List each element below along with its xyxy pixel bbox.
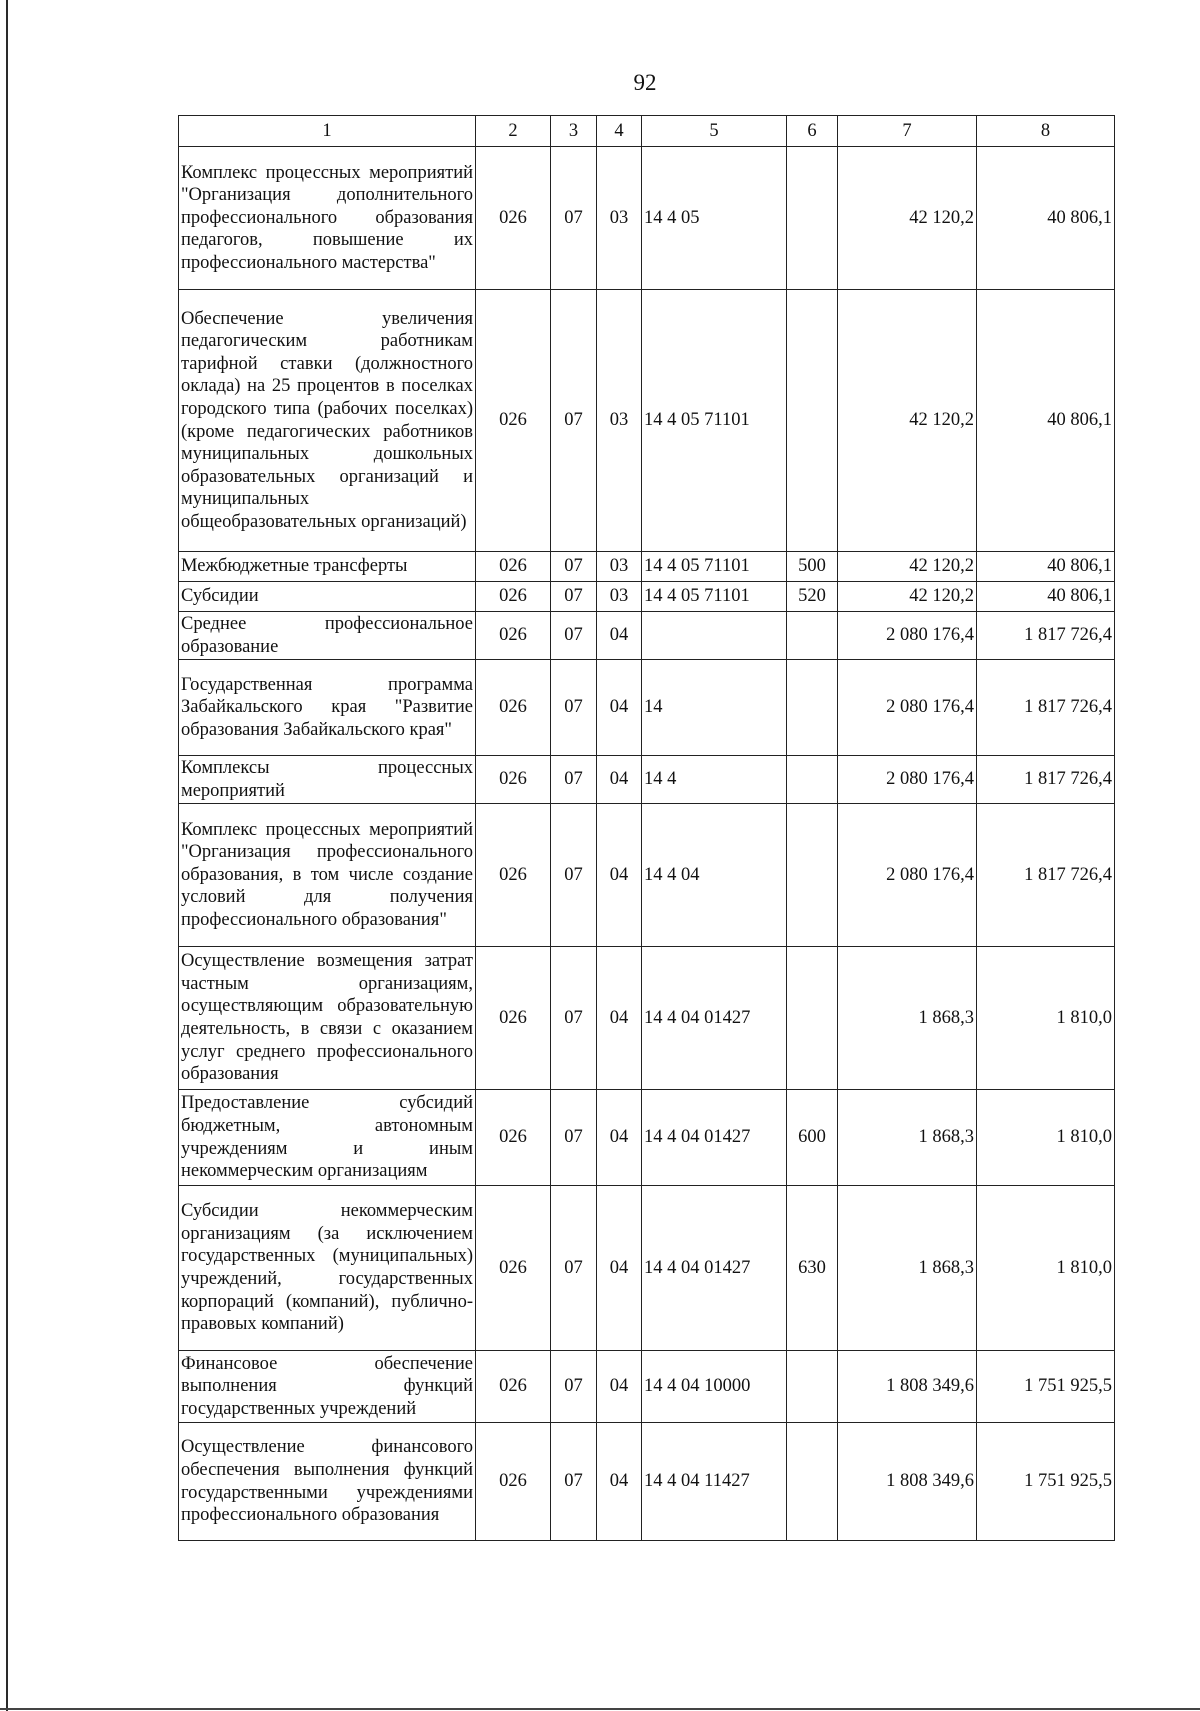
- row-section: 07: [551, 660, 597, 756]
- row-expense-type: [787, 1351, 838, 1423]
- row-admin-code: 026: [476, 1186, 551, 1351]
- row-subsection: 04: [597, 947, 642, 1090]
- table-row: [179, 290, 1115, 552]
- row-name: Межбюджетные трансферты: [179, 552, 476, 582]
- row-subsection: 04: [597, 1090, 642, 1186]
- table-row: [179, 612, 1115, 660]
- row-admin-code: 026: [476, 552, 551, 582]
- header-cell-5: 5: [642, 116, 787, 147]
- row-name: Осуществление возмещения затрат частным организациям, осуществляющим образовательную деятельность, в связи с оказанием услуг среднего профессионального образования: [179, 947, 476, 1090]
- row-target-article: 14 4 05 71101: [642, 552, 787, 582]
- row-name: Финансовое обеспечение выполнения функций государственных учреждений: [179, 1351, 476, 1423]
- row-target-article: 14 4 05: [642, 147, 787, 290]
- row-target-article: 14 4 04 01427: [642, 1090, 787, 1186]
- row-amount-col8: 1 817 726,4: [977, 612, 1115, 660]
- row-target-article: 14 4 04 11427: [642, 1423, 787, 1541]
- row-section: 07: [551, 947, 597, 1090]
- header-cell-8: 8: [977, 116, 1115, 147]
- row-admin-code: 026: [476, 290, 551, 552]
- row-admin-code: 026: [476, 804, 551, 947]
- row-expense-type: [787, 947, 838, 1090]
- row-section: 07: [551, 1090, 597, 1186]
- row-name: Субсидии: [179, 582, 476, 612]
- row-expense-type: [787, 756, 838, 804]
- row-section: 07: [551, 1423, 597, 1541]
- row-target-article: 14 4 04 01427: [642, 947, 787, 1090]
- row-amount-col8: 1 810,0: [977, 1186, 1115, 1351]
- row-amount-col8: 40 806,1: [977, 552, 1115, 582]
- table-row: [179, 804, 1115, 947]
- row-name: Среднее профессиональное образование: [179, 612, 476, 660]
- header-cell-2: 2: [476, 116, 551, 147]
- page-number: 92: [633, 70, 657, 95]
- row-amount-col8: 1 810,0: [977, 1090, 1115, 1186]
- row-admin-code: 026: [476, 147, 551, 290]
- row-admin-code: 026: [476, 756, 551, 804]
- row-section: 07: [551, 582, 597, 612]
- row-expense-type: [787, 612, 838, 660]
- row-admin-code: 026: [476, 947, 551, 1090]
- row-amount-col7: 1 868,3: [838, 947, 977, 1090]
- row-expense-type: [787, 1423, 838, 1541]
- row-subsection: 03: [597, 290, 642, 552]
- header-cell-7: 7: [838, 116, 977, 147]
- row-section: 07: [551, 290, 597, 552]
- row-amount-col7: 42 120,2: [838, 582, 977, 612]
- row-amount-col7: 2 080 176,4: [838, 756, 977, 804]
- row-amount-col8: 1 817 726,4: [977, 756, 1115, 804]
- row-target-article: [642, 612, 787, 660]
- row-amount-col7: 1 808 349,6: [838, 1423, 977, 1541]
- table-row: [179, 1090, 1115, 1186]
- row-name: Осуществление финансового обеспечения выполнения функций государственными учреждениями профессионального образования: [179, 1423, 476, 1541]
- table-row: [179, 660, 1115, 756]
- row-amount-col8: 1 817 726,4: [977, 660, 1115, 756]
- row-admin-code: 026: [476, 1423, 551, 1541]
- header-cell-3: 3: [551, 116, 597, 147]
- row-section: 07: [551, 147, 597, 290]
- row-amount-col7: 1 868,3: [838, 1186, 977, 1351]
- row-admin-code: 026: [476, 1351, 551, 1423]
- row-name: Комплекс процессных мероприятий "Организация профессионального образования, в том числе создание условий для получения профессионального образования": [179, 804, 476, 947]
- row-amount-col7: 42 120,2: [838, 552, 977, 582]
- row-amount-col8: 1 817 726,4: [977, 804, 1115, 947]
- row-name: Обеспечение увеличения педагогическим работникам тарифной ставки (должностного оклада) на 25 процентов в поселках городского типа (рабочих поселках) (кроме педагогических работников муниципальных дошкольных образовательных организаций и муниципальных общеобразовательных организаций): [179, 290, 476, 552]
- row-subsection: 04: [597, 804, 642, 947]
- budget-table: [178, 115, 1115, 1541]
- row-admin-code: 026: [476, 660, 551, 756]
- row-subsection: 03: [597, 147, 642, 290]
- row-expense-type: 500: [787, 552, 838, 582]
- table-row: [179, 147, 1115, 290]
- row-subsection: 04: [597, 1186, 642, 1351]
- row-amount-col8: 40 806,1: [977, 290, 1115, 552]
- row-target-article: 14 4 04 01427: [642, 1186, 787, 1351]
- row-name: Комплекс процессных мероприятий "Организация дополнительного профессионального образования педагогов, повышение их профессионального мастерства": [179, 147, 476, 290]
- row-amount-col7: 1 868,3: [838, 1090, 977, 1186]
- row-target-article: 14: [642, 660, 787, 756]
- table-row: [179, 552, 1115, 582]
- table-row: [179, 1423, 1115, 1541]
- row-amount-col8: 1 751 925,5: [977, 1351, 1115, 1423]
- header-row: [179, 116, 1115, 147]
- row-amount-col7: 2 080 176,4: [838, 804, 977, 947]
- table-row: [179, 1186, 1115, 1351]
- row-expense-type: [787, 804, 838, 947]
- row-section: 07: [551, 552, 597, 582]
- row-admin-code: 026: [476, 612, 551, 660]
- row-section: 07: [551, 1186, 597, 1351]
- row-target-article: 14 4 04: [642, 804, 787, 947]
- row-admin-code: 026: [476, 1090, 551, 1186]
- row-expense-type: [787, 290, 838, 552]
- row-amount-col8: 40 806,1: [977, 147, 1115, 290]
- header-cell-6: 6: [787, 116, 838, 147]
- scan-edge-left: [6, 0, 8, 1711]
- row-target-article: 14 4 05 71101: [642, 582, 787, 612]
- row-amount-col7: 42 120,2: [838, 290, 977, 552]
- row-expense-type: [787, 147, 838, 290]
- row-expense-type: 520: [787, 582, 838, 612]
- row-subsection: 04: [597, 1423, 642, 1541]
- row-subsection: 03: [597, 582, 642, 612]
- table-row: [179, 1351, 1115, 1423]
- table-row: [179, 582, 1115, 612]
- row-name: Предоставление субсидий бюджетным, автономным учреждениям и иным некоммерческим организациям: [179, 1090, 476, 1186]
- row-amount-col7: 2 080 176,4: [838, 612, 977, 660]
- row-expense-type: 630: [787, 1186, 838, 1351]
- row-amount-col8: 1 751 925,5: [977, 1423, 1115, 1541]
- header-cell-1: 1: [179, 116, 476, 147]
- row-subsection: 04: [597, 1351, 642, 1423]
- row-section: 07: [551, 804, 597, 947]
- table-row: [179, 756, 1115, 804]
- table-row: [179, 947, 1115, 1090]
- header-cell-4: 4: [597, 116, 642, 147]
- row-amount-col7: 1 808 349,6: [838, 1351, 977, 1423]
- row-target-article: 14 4 04 10000: [642, 1351, 787, 1423]
- row-name: Комплексы процессных мероприятий: [179, 756, 476, 804]
- row-admin-code: 026: [476, 582, 551, 612]
- row-amount-col8: 40 806,1: [977, 582, 1115, 612]
- row-subsection: 04: [597, 756, 642, 804]
- row-section: 07: [551, 756, 597, 804]
- row-expense-type: 600: [787, 1090, 838, 1186]
- row-section: 07: [551, 1351, 597, 1423]
- row-subsection: 03: [597, 552, 642, 582]
- scan-edge-bottom: [0, 1708, 1200, 1710]
- row-amount-col8: 1 810,0: [977, 947, 1115, 1090]
- row-expense-type: [787, 660, 838, 756]
- row-section: 07: [551, 612, 597, 660]
- row-name: Субсидии некоммерческим организациям (за исключением государственных (муниципальных) учреждений, государственных корпораций (компаний), публично-правовых компаний): [179, 1186, 476, 1351]
- row-subsection: 04: [597, 660, 642, 756]
- row-target-article: 14 4 05 71101: [642, 290, 787, 552]
- row-subsection: 04: [597, 612, 642, 660]
- row-target-article: 14 4: [642, 756, 787, 804]
- row-name: Государственная программа Забайкальского края "Развитие образования Забайкальского края": [179, 660, 476, 756]
- row-amount-col7: 42 120,2: [838, 147, 977, 290]
- row-amount-col7: 2 080 176,4: [838, 660, 977, 756]
